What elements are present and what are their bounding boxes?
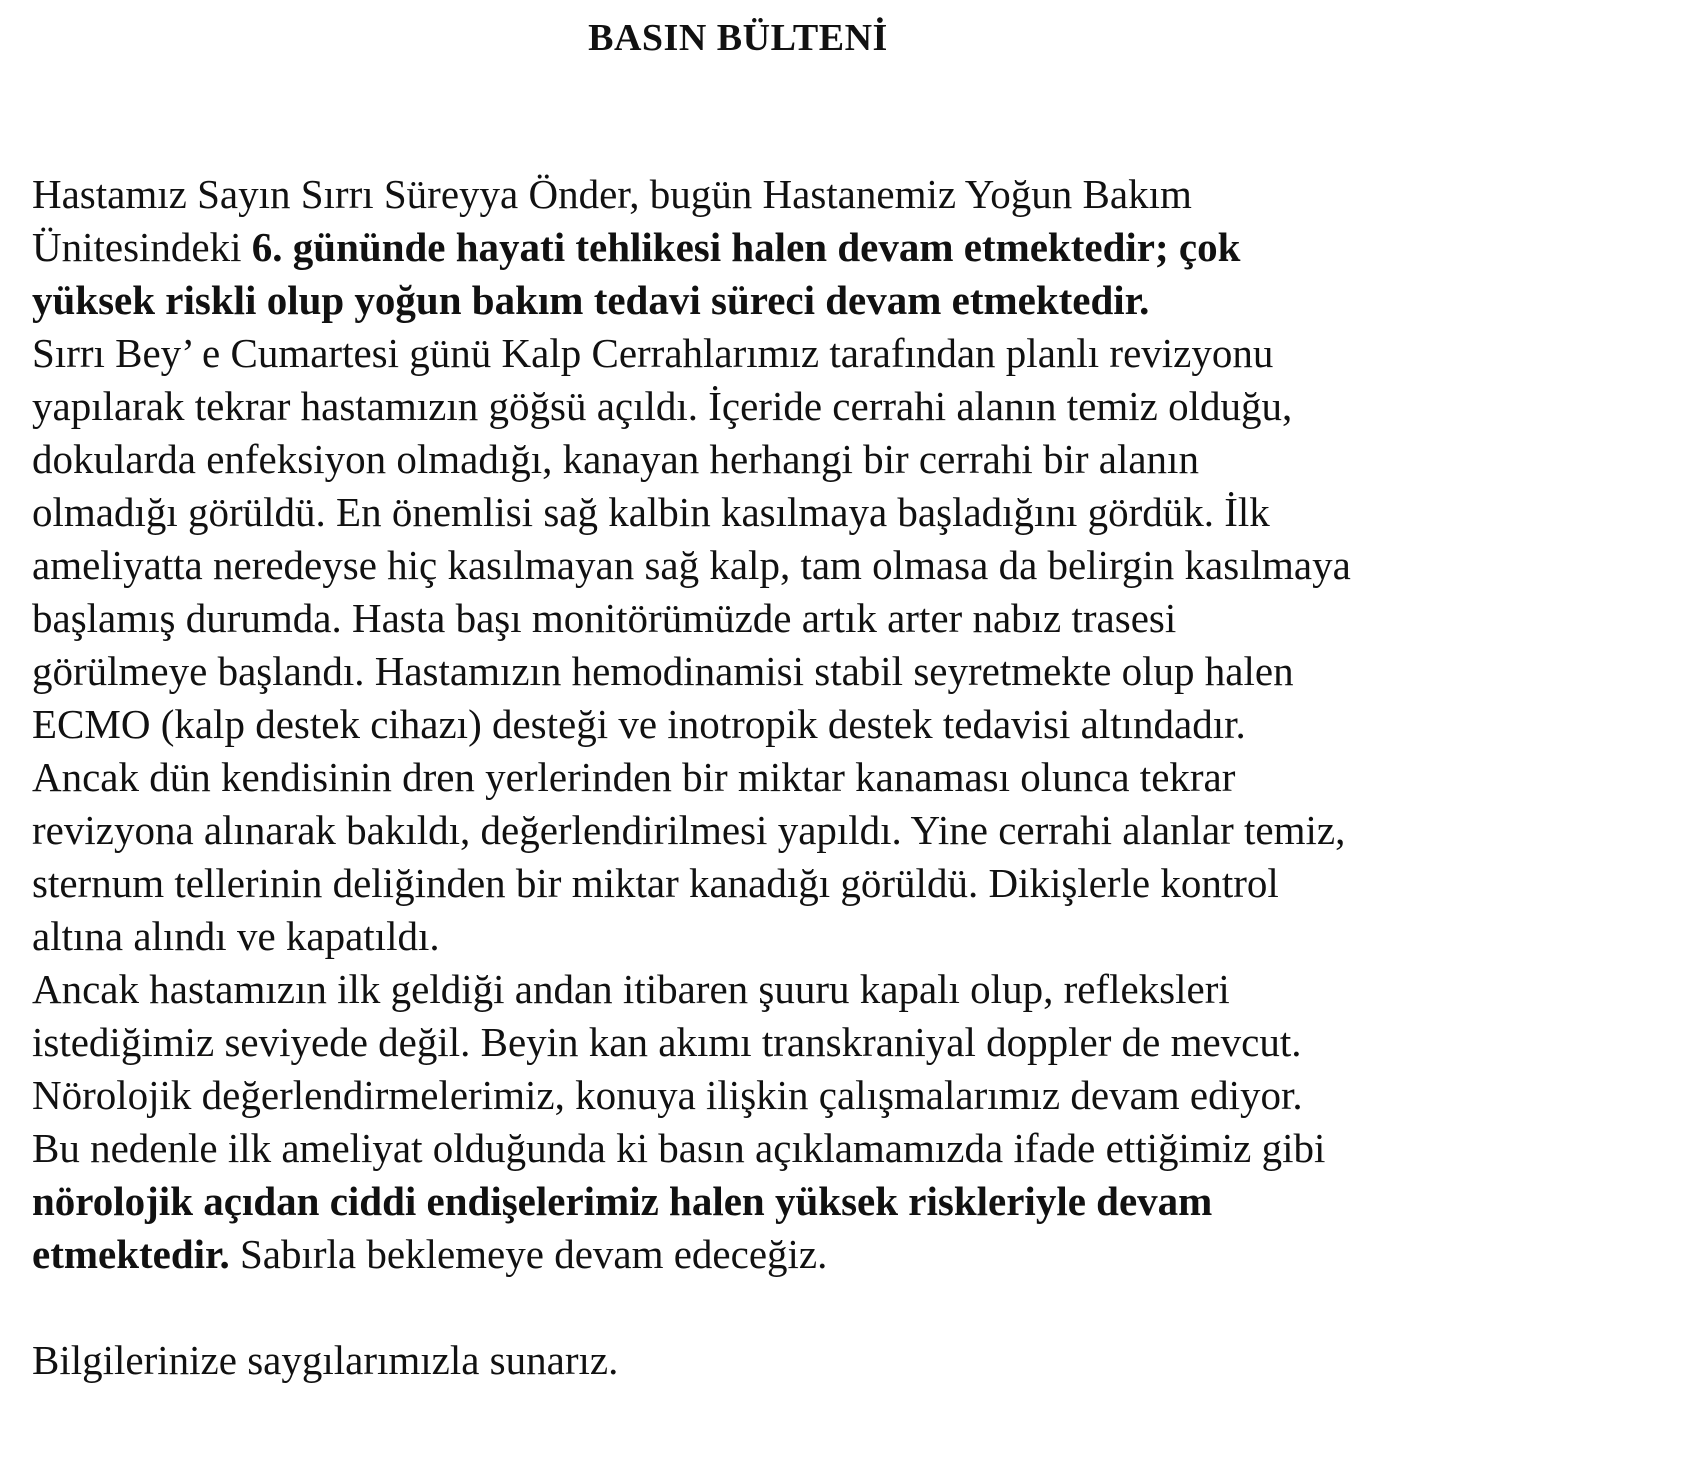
text-segment: Sırrı Bey’ e Cumartesi günü Kalp Cerrahlarımız tarafından planlı revizyonu <box>32 330 1274 376</box>
text-segment: başlamış durumda. Hasta başı monitörümüzde artık arter nabız trasesi <box>32 595 1177 641</box>
text-line <box>32 1069 1592 1122</box>
text-segment: olmadığı görüldü. En önemlisi sağ kalbin kasılmaya başladığını gördük. İlk <box>32 489 1270 535</box>
text-segment: revizyona alınarak bakıldı, değerlendirilmesi yapıldı. Yine cerrahi alanlar temiz, <box>32 807 1346 853</box>
bold-text-segment: 6. gününde hayati tehlikesi halen devam etmektedir; çok <box>251 224 1241 270</box>
text-line <box>32 645 1592 698</box>
text-line <box>32 910 1592 963</box>
text-segment: görülmeye başlandı. Hastamızın hemodinamisi stabil seyretmekte olup halen <box>32 648 1294 694</box>
text-line <box>32 486 1592 539</box>
text-segment: Ancak hastamızın ilk geldiği andan itibaren şuuru kapalı olup, refleksleri <box>32 966 1230 1012</box>
text-segment: dokularda enfeksiyon olmadığı, kanayan herhangi bir cerrahi bir alanın <box>32 436 1199 482</box>
text-line <box>32 380 1592 433</box>
text-line <box>32 327 1592 380</box>
text-line <box>32 539 1592 592</box>
text-line <box>32 857 1592 910</box>
text-line <box>32 1016 1592 1069</box>
text-line <box>32 1122 1592 1175</box>
text-line <box>32 963 1592 1016</box>
closing-line: Bilgilerinize saygılarımızla sunarız. <box>32 1337 619 1383</box>
text-line <box>32 804 1592 857</box>
text-line <box>32 274 1592 327</box>
text-line <box>32 1175 1592 1228</box>
document-title: BASIN BÜLTENİ <box>588 17 888 59</box>
press-release-body <box>32 168 1592 1387</box>
text-segment: yapılarak tekrar hastamızın göğsü açıldı. İçeride cerrahi alanın temiz olduğu, <box>32 383 1293 429</box>
text-line <box>32 592 1592 645</box>
text-segment: Nörolojik değerlendirmelerimiz, konuya ilişkin çalışmalarımız devam ediyor. <box>32 1072 1303 1118</box>
text-segment: ECMO (kalp destek cihazı) desteği ve inotropik destek tedavisi altındadır. <box>32 701 1246 747</box>
text-line <box>32 751 1592 804</box>
text-line <box>32 1228 1592 1281</box>
text-segment: Ünitesindeki <box>32 224 252 270</box>
text-line <box>32 698 1592 751</box>
bold-text-segment: yüksek riskli olup yoğun bakım tedavi süreci devam etmektedir. <box>32 277 1150 323</box>
text-segment: Sabırla beklemeye devam edeceğiz. <box>229 1231 828 1277</box>
text-segment: Hastamız Sayın Sırrı Süreyya Önder, bugün Hastanemiz Yoğun Bakım <box>32 171 1192 217</box>
text-segment: altına alındı ve kapatıldı. <box>32 913 440 959</box>
bold-text-segment: etmektedir. <box>32 1231 230 1277</box>
text-segment: istediğimiz seviyede değil. Beyin kan akımı transkraniyal doppler de mevcut. <box>32 1019 1302 1065</box>
text-line <box>32 168 1592 221</box>
text-segment: Bu nedenle ilk ameliyat olduğunda ki basın açıklamamızda ifade ettiğimiz gibi <box>32 1125 1326 1171</box>
text-segment: ameliyatta neredeyse hiç kasılmayan sağ kalp, tam olmasa da belirgin kasılmaya <box>32 542 1351 588</box>
paragraph-spacer <box>32 1281 1592 1334</box>
text-line <box>32 221 1592 274</box>
text-segment: Ancak dün kendisinin dren yerlerinden bir miktar kanaması olunca tekrar <box>32 754 1236 800</box>
text-segment: sternum tellerinin deliğinden bir miktar kanadığı görüldü. Dikişlerle kontrol <box>32 860 1279 906</box>
bold-text-segment: nörolojik açıdan ciddi endişelerimiz halen yüksek riskleriyle devam <box>32 1178 1213 1224</box>
text-line <box>32 433 1592 486</box>
